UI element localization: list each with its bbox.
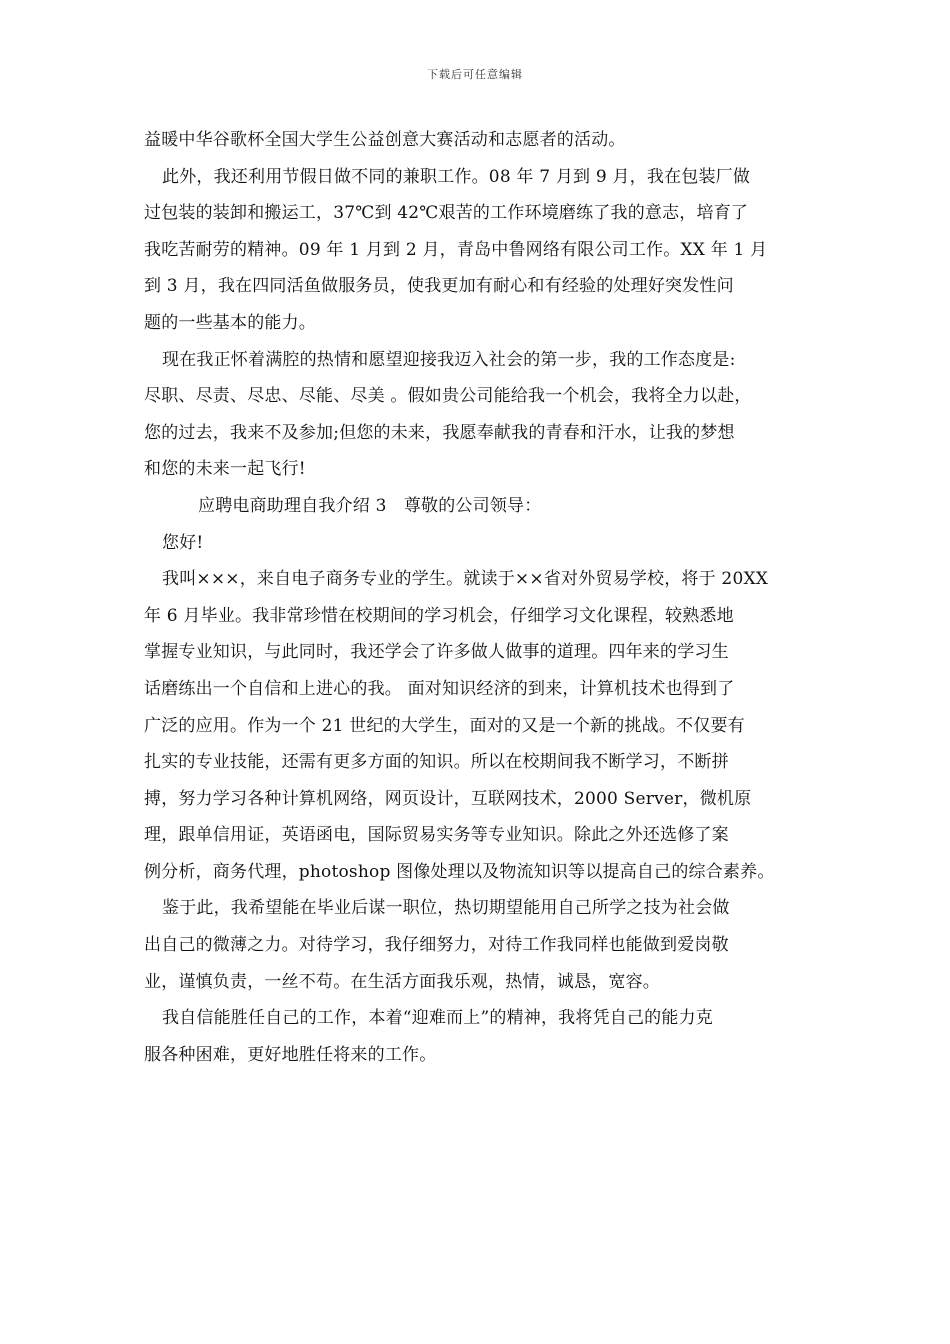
page-header: 下载后可任意编辑	[427, 68, 523, 81]
text-line: 我自信能胜任自己的工作，本着“迎难而上”的精神，我将凭自己的能力克	[162, 1008, 713, 1029]
text-line: 服各种困难，更好地胜任将来的工作。	[144, 1044, 437, 1065]
text-line: 理，跟单信用证，英语函电，国际贸易实务等专业知识。除此之外还选修了案	[144, 825, 729, 846]
section-heading: 应聘电商助理自我介绍 3 尊敬的公司领导：	[198, 495, 542, 516]
salutation: 您好!	[162, 532, 204, 553]
text-line: 益暖中华谷歌杯全国大学生公益创意大赛活动和志愿者的活动。	[144, 130, 626, 150]
text-line: 此外，我还利用节假日做不同的兼职工作。08 年 7 月到 9 月，我在包装厂做	[162, 166, 751, 187]
text-line: 尽职、尽责、尽忠、尽能、尽美 。假如贵公司能给我一个机会，我将全力以赴，	[144, 386, 752, 407]
text-line: 到 3 月，我在四同活鱼做服务员，使我更加有耐心和有经验的处理好突发性问	[144, 276, 734, 297]
text-line: 出自己的微薄之力。对待学习，我仔细努力，对待工作我同样也能做到爱岗敬	[144, 935, 729, 956]
text-line: 鉴于此，我希望能在毕业后谋一职位，热切期望能用自己所学之技为社会做	[162, 898, 730, 919]
text-line: 年 6 月毕业。我非常珍惜在校期间的学习机会，仔细学习文化课程，较熟悉地	[144, 605, 734, 626]
text-line: 扎实的专业技能，还需有更多方面的知识。所以在校期间我不断学习，不断拼	[144, 752, 729, 773]
text-line: 我叫×××，来自电子商务专业的学生。就读于××省对外贸易学校，将于 20XX	[162, 569, 769, 590]
text-line: 过包装的装卸和搬运工，37℃到 42℃艰苦的工作环境磨练了我的意志，培育了	[144, 203, 749, 224]
text-line: 掌握专业知识，与此同时，我还学会了许多做人做事的道理。四年来的学习生	[144, 642, 729, 663]
text-line: 广泛的应用。作为一个 21 世纪的大学生，面对的又是一个新的挑战。不仅要有	[144, 715, 745, 736]
text-line: 您的过去，我来不及参加;但您的未来，我愿奉献我的青春和汗水，让我的梦想	[144, 422, 735, 443]
text-line: 业，谨慎负责，一丝不苟。在生活方面我乐观，热情，诚恳，宽容。	[144, 971, 660, 992]
text-line: 我吃苦耐劳的精神。09 年 1 月到 2 月，青岛中鲁网络有限公司工作。XX 年 1 月	[144, 239, 768, 260]
text-line: 现在我正怀着满腔的热情和愿望迎接我迈入社会的第一步，我的工作态度是:	[162, 349, 736, 370]
text-line: 搏，努力学习各种计算机网络，网页设计，互联网技术，2000 Server，微机原	[144, 788, 752, 809]
text-line: 话磨练出一个自信和上进心的我。 面对知识经济的到来，计算机技术也得到了	[144, 678, 735, 699]
text-line: 题的一些基本的能力。	[144, 312, 316, 333]
text-line: 例分析，商务代理，photoshop 图像处理以及物流知识等以提高自己的综合素养。	[144, 861, 775, 882]
document-body	[144, 122, 814, 1073]
text-line: 和您的未来一起飞行!	[144, 459, 306, 480]
